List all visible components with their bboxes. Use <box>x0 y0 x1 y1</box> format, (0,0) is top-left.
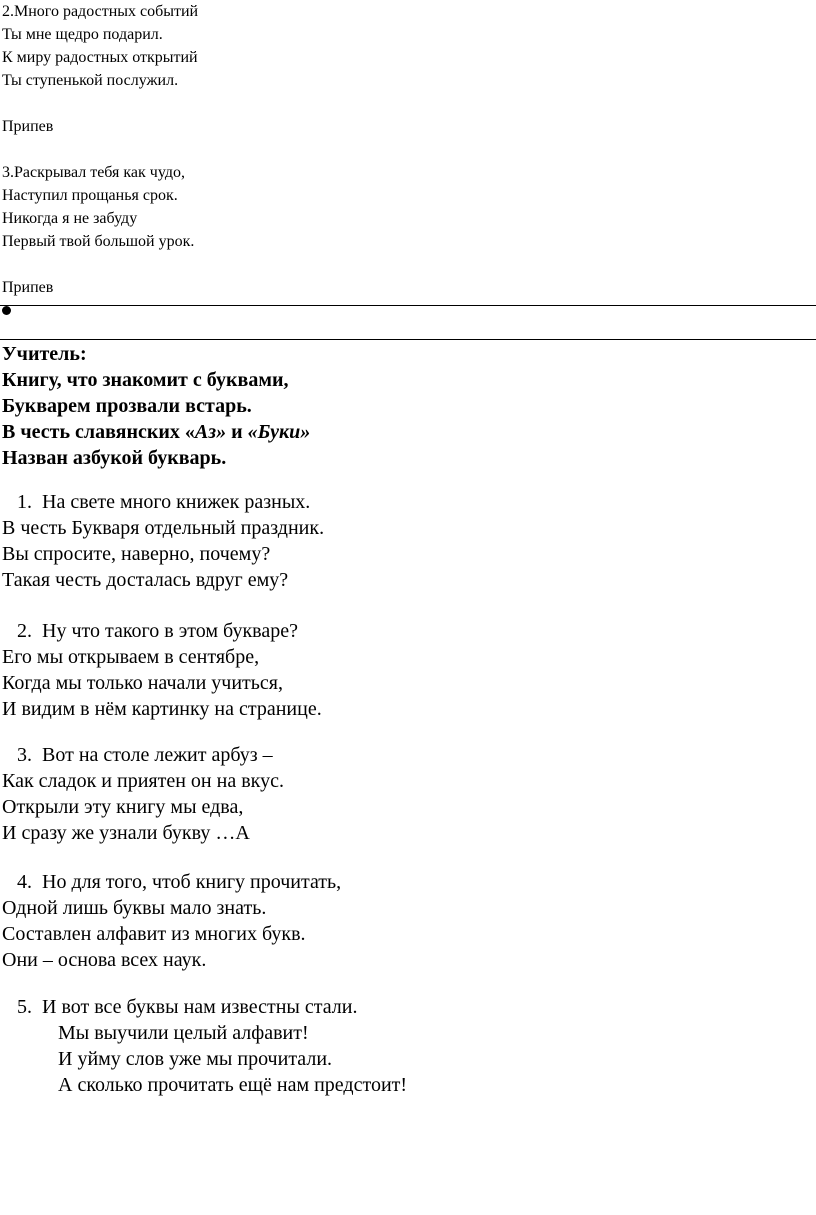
verse-number: 3. <box>17 744 32 766</box>
numbered-verse-3 <box>2 742 284 846</box>
refrain-label: Припев <box>2 279 54 296</box>
horizontal-rule <box>0 339 816 340</box>
verse-number: 5. <box>17 996 32 1018</box>
numbered-verse-5 <box>2 994 407 1098</box>
numbered-verse-1 <box>2 489 324 593</box>
verse-number: 4. <box>17 871 32 893</box>
verse-line: На свете много книжек разных. <box>42 491 311 513</box>
verse-line: И сразу же узнали букву …А <box>2 822 250 844</box>
verse-line: 2.Много радостных событий <box>2 3 199 20</box>
verse-line: Мы выучили целый алфавит! <box>58 1022 309 1044</box>
verse-line: Они – основа всех наук. <box>2 949 207 971</box>
verse-line: Когда мы только начали учиться, <box>2 672 283 694</box>
verse-line: Ты ступенькой послужил. <box>2 72 179 89</box>
verse-line: Но для того, чтоб книгу прочитать, <box>42 871 342 893</box>
speech-line: Назван азбукой букварь. <box>2 447 227 469</box>
verse-line: Ты мне щедро подарил. <box>2 26 163 43</box>
verse-line: К миру радостных открытий <box>2 49 198 66</box>
verse-line: Первый твой большой урок. <box>2 233 195 250</box>
verse-line: В честь Букваря отдельный праздник. <box>2 517 325 539</box>
verse-line: Одной лишь буквы мало знать. <box>2 897 267 919</box>
verse-line: Ну что такого в этом букваре? <box>42 620 298 642</box>
teacher-speech <box>2 341 310 471</box>
verse-line: Как сладок и приятен он на вкус. <box>2 770 284 792</box>
verse-line: Вот на столе лежит арбуз – <box>42 744 273 766</box>
verse-number: 1. <box>17 491 32 513</box>
refrain-label: Припев <box>2 118 54 135</box>
song-verses-section <box>2 0 198 322</box>
verse-line: 3.Раскрывал тебя как чудо, <box>2 164 185 181</box>
verse-line: И уйму слов уже мы прочитали. <box>58 1048 333 1070</box>
speech-fragment-italic: Аз» <box>194 421 227 443</box>
numbered-verse-4 <box>2 869 341 973</box>
speech-fragment: В честь славянских « <box>2 421 195 443</box>
verse-line: Наступил прощанья срок. <box>2 187 178 204</box>
numbered-verse-2 <box>2 618 322 722</box>
verse-line: Составлен алфавит из многих букв. <box>2 923 306 945</box>
verse-line: Никогда я не забуду <box>2 210 138 227</box>
speech-fragment-italic: «Буки» <box>247 421 311 443</box>
verse-line: Вы спросите, наверно, почему? <box>2 543 271 565</box>
speech-fragment: и <box>226 421 248 443</box>
speech-line: Букварем прозвали встарь. <box>2 395 252 417</box>
verse-line: И видим в нём картинку на странице. <box>2 698 322 720</box>
speech-line <box>2 419 310 445</box>
speech-line: Книгу, что знакомит с буквами, <box>2 369 289 391</box>
horizontal-rule <box>0 305 816 306</box>
verse-number: 2. <box>17 620 32 642</box>
verse-line: Такая честь досталась вдруг ему? <box>2 569 289 591</box>
verse-line: Открыли эту книгу мы едва, <box>2 796 244 818</box>
verse-line: А сколько прочитать ещё нам предстоит! <box>58 1074 408 1096</box>
verse-line: И вот все буквы нам известны стали. <box>42 996 358 1018</box>
speaker-label: Учитель: <box>2 343 87 365</box>
verse-line: Его мы открываем в сентябре, <box>2 646 260 668</box>
bullet-icon <box>2 306 11 315</box>
